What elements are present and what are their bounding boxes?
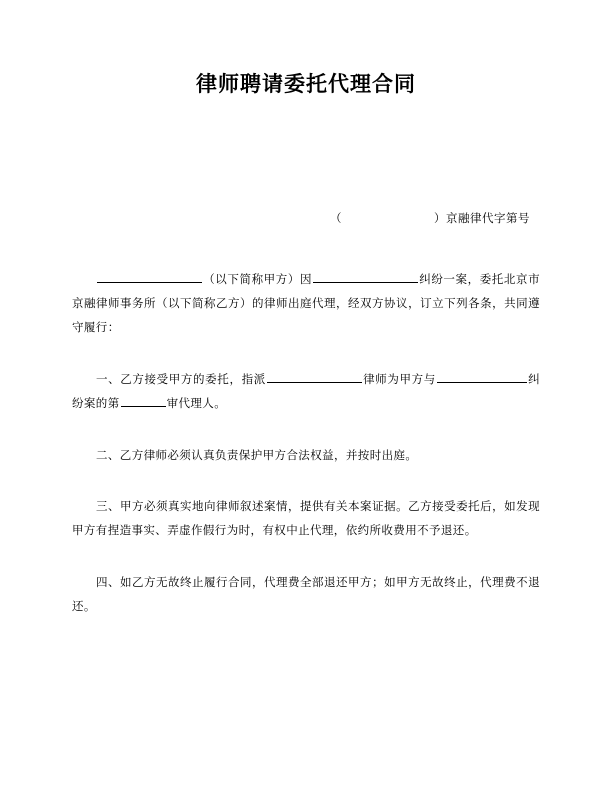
reference-spacer [72, 226, 540, 268]
paragraph-text: 二、乙方律师必须认真负责保护甲方合法权益，并按时出庭。 [96, 447, 418, 462]
paragraph-text: 审代理人。 [166, 395, 227, 410]
paragraph-gap [72, 483, 540, 495]
paragraph-text: 律师为甲方与 [362, 371, 436, 386]
paragraph-text: 纠纷一案，委托北京市京融律师事务所（以下简称乙方）的律师出庭代理，经双方协议，订立下列各条，共同遵守履行： [72, 272, 540, 334]
paragraph-text: 纠纷案的第 [72, 371, 540, 410]
paragraph-gap [72, 635, 540, 647]
paragraph-text: （以下简称甲方）因 [203, 272, 313, 286]
page-title: 律师聘请委托代理合同 [196, 72, 416, 96]
paragraph-text: 三、甲方必须真实地向律师叙述案情，提供有关本案证据。乙方接受委托后，如发现甲方有捏造事实、弄虚作假行为时，有权中止代理，依约所收费用不予退还。 [72, 499, 540, 538]
paragraph-text: 一、乙方接受甲方的委托，指派 [96, 371, 266, 386]
paragraph-gap [72, 559, 540, 571]
paragraph-gap [72, 356, 540, 368]
reference-suffix: 京融律代字第号 [446, 211, 530, 225]
contract-paragraph [72, 571, 540, 619]
contract-paragraph [72, 368, 540, 416]
contract-reference-line [72, 210, 540, 226]
fill-in-blank[interactable] [97, 270, 202, 283]
title-spacer [72, 98, 540, 210]
fill-in-blank[interactable] [267, 370, 362, 383]
contract-paragraph [72, 444, 540, 468]
paragraph-text: 四、如乙方无故终止履行合同，代理费全部退还甲方；如甲方无故终止，代理费不退还。 [72, 575, 540, 614]
paragraph-gap [72, 432, 540, 444]
fill-in-blank[interactable] [437, 370, 527, 383]
contract-body [72, 268, 540, 647]
contract-paragraph [72, 268, 540, 340]
fill-in-blank[interactable] [121, 394, 166, 407]
fill-in-blank[interactable] [313, 270, 418, 283]
contract-paragraph [72, 495, 540, 543]
reference-open-paren: （ [330, 211, 342, 225]
reference-close-paren: ） [434, 211, 446, 225]
